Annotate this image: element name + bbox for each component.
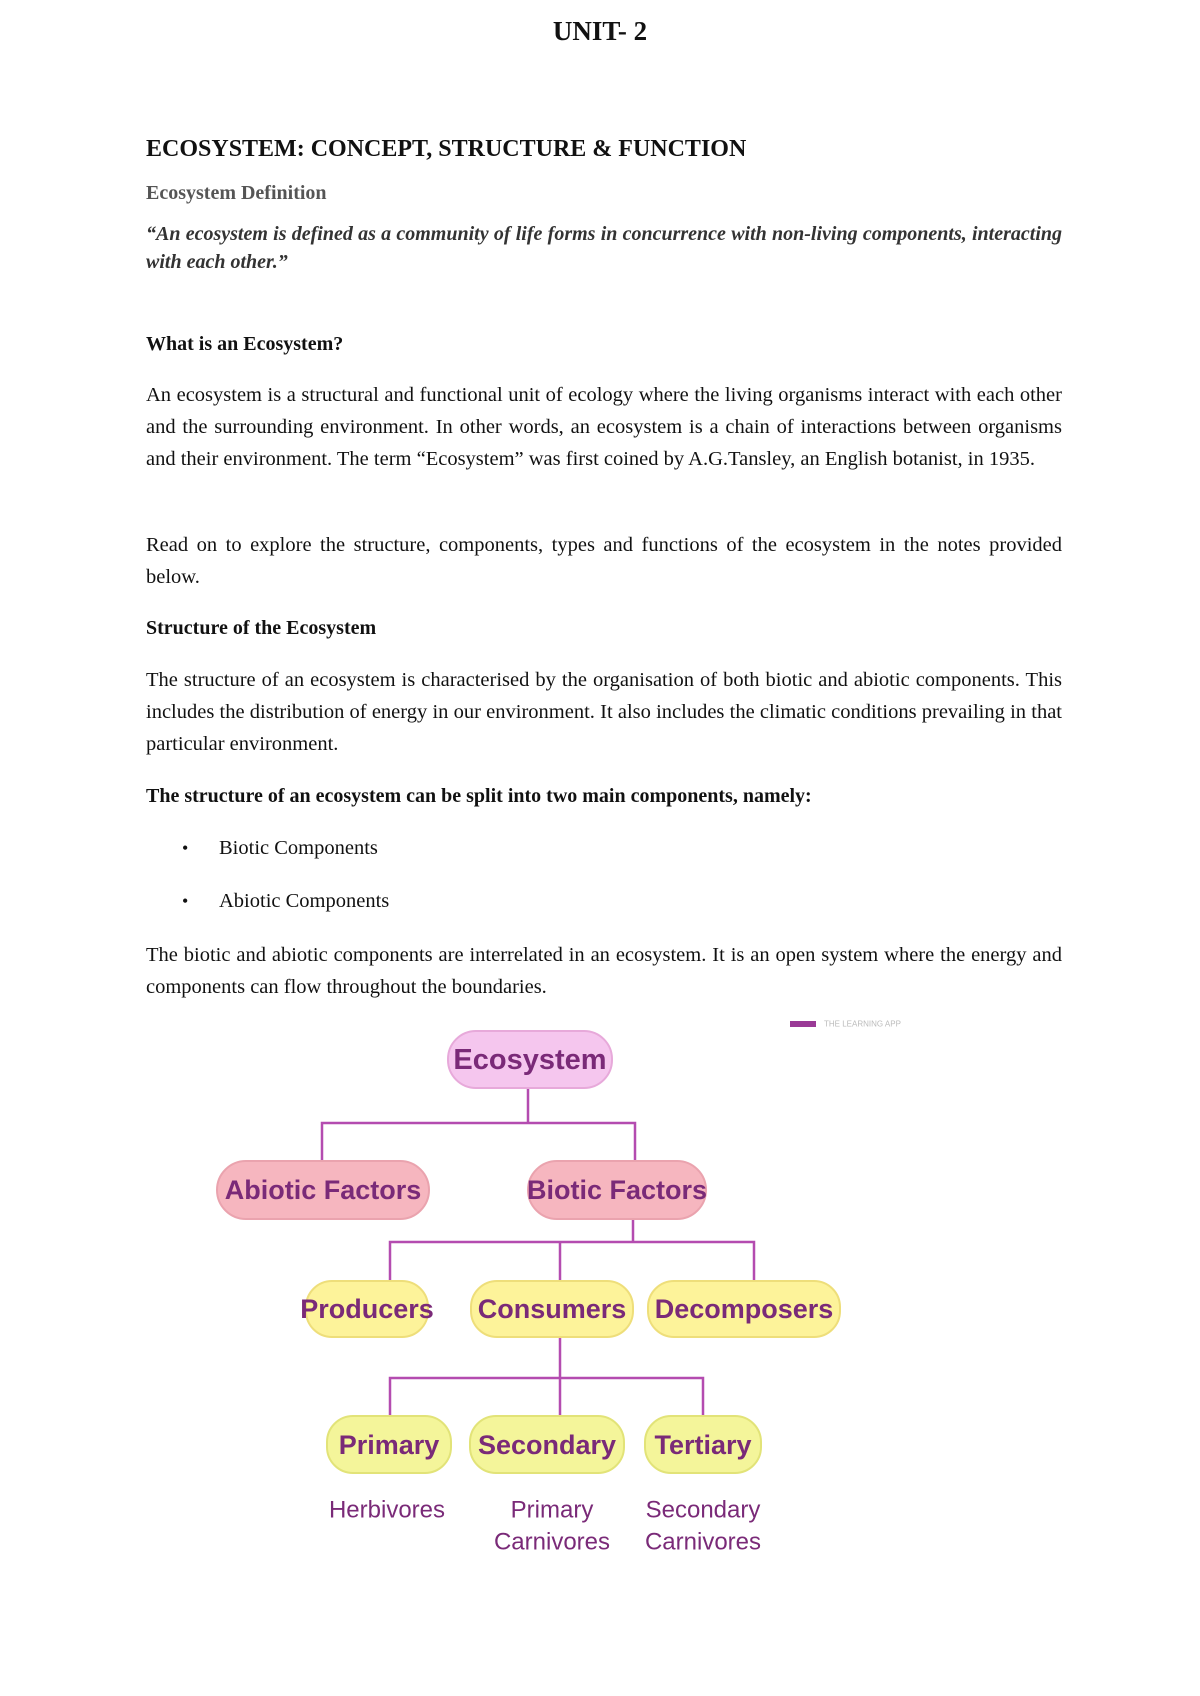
ecosystem-diagram [0,1020,1200,1580]
node-label: Primary [338,1430,440,1460]
node-label: Secondary [477,1430,617,1460]
node-primary [327,1416,451,1473]
node-tertiary [645,1416,761,1473]
node-biotic-factors [527,1161,707,1219]
legend-label: THE LEARNING APP [824,1020,901,1029]
sub-label-carnivores: Carnivores [493,1528,611,1556]
definition-heading: Ecosystem Definition [146,182,327,204]
node-label: Abiotic Factors [224,1175,422,1205]
page-title: ECOSYSTEM: CONCEPT, STRUCTURE & FUNCTION [146,136,747,162]
node-ecosystem [448,1031,612,1088]
split-heading: The structure of an ecosystem can be split into two main components, namely: [146,785,812,807]
node-label: Biotic Factors [526,1175,708,1205]
structure-heading: Structure of the Ecosystem [146,617,377,639]
list-item: • Abiotic Components [146,885,389,938]
node-abiotic-factors [217,1161,429,1219]
node-label: Ecosystem [453,1044,607,1076]
connector-lines [322,1088,754,1416]
read-on-paragraph: Read on to explore the structure, components, types and functions of the ecosystem in the notes provided below. [146,534,1062,588]
components-list [146,832,389,938]
node-secondary [470,1416,624,1473]
sub-label-primary: Primary [510,1496,594,1524]
node-label: Decomposers [654,1294,834,1324]
closing-paragraph: The biotic and abiotic components are interrelated in an ecosystem. It is an open system where the energy and components can flow throughout the boundaries. [146,944,1062,998]
node-label: Producers [300,1294,434,1324]
list-item: • Biotic Components [146,832,389,885]
what-is-heading: What is an Ecosystem? [146,333,344,355]
node-consumers [471,1281,633,1337]
node-label: Consumers [477,1294,627,1324]
sub-label-carnivores: Carnivores [644,1528,762,1556]
structure-paragraph: The structure of an ecosystem is characterised by the organisation of both biotic and abiotic components. This includes the distribution of energy in our environment. It also includes the climatic conditions prevailing in that particular environment. [146,669,1062,755]
definition-quote: “An ecosystem is defined as a community of life forms in concurrence with non-living components, interacting with each other.” [146,223,1062,273]
node-decomposers [648,1281,840,1337]
node-label: Tertiary [654,1430,752,1460]
legend-swatch [790,1021,816,1027]
node-producers [300,1281,434,1337]
sub-label-secondary: Secondary [645,1496,761,1524]
unit-heading: UNIT- 2 [552,16,648,46]
what-is-paragraph: An ecosystem is a structural and functional unit of ecology where the living organisms interact with each other and the surrounding environment. In other words, an ecosystem is a chain of interactions between organisms and their environment. The term “Ecosystem” was first coined by A.G.Tansley, an English botanist, in 1935. [146,384,1062,470]
sub-label-herbivores: Herbivores [328,1496,446,1524]
